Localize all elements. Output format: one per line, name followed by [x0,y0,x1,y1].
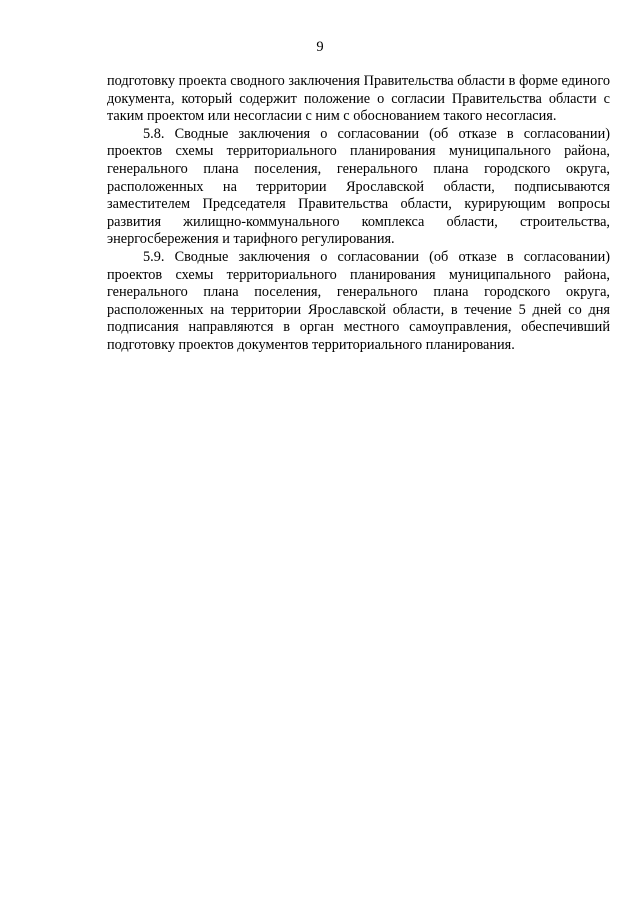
paragraph-continuation: подготовку проекта сводного заключения Правительства области в форме единого документа, который содержит положение о согласии Правительства области с таким проектом или несогласии с ним с обоснованием такого несогласия. [107,73,610,125]
paragraph-5-8: 5.8. Сводные заключения о согласовании (об отказе в согласовании) проектов схемы территориального планирования муниципального района, генерального плана поселения, генерального плана городского округа, расположенных на территории Ярославской области, подписываются заместителем Председателя Правительства области, курирующим вопросы развития жилищно-коммунального комплекса области, строительства, энергосбережения и тарифного регулирования. [107,125,610,248]
body-text [107,73,610,355]
paragraph-5-9: 5.9. Сводные заключения о согласовании (об отказе в согласовании) проектов схемы территориального планирования муниципального района, генерального плана поселения, генерального плана городского округа, расположенных на территории Ярославской области, в течение 5 дней со дня подписания направляются в орган местного самоуправления, обеспечивший подготовку проектов документов территориального планирования. [107,248,610,353]
page-number: 9 [316,39,324,55]
